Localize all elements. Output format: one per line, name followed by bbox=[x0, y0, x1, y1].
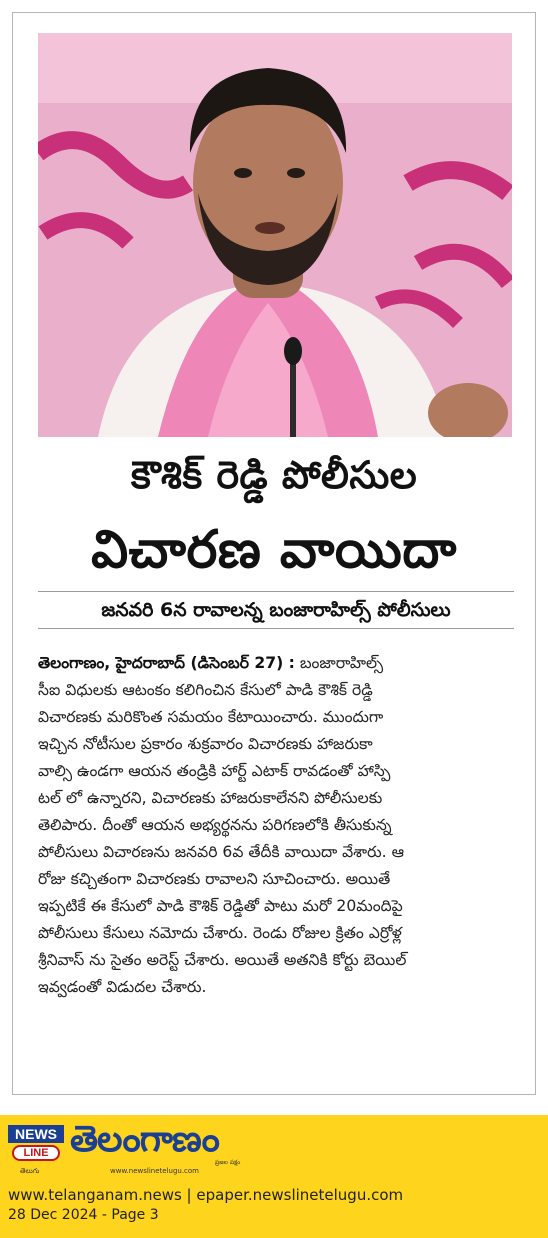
brand-logo-text[interactable]: తెలంగాణం bbox=[70, 1119, 219, 1160]
body-line: ఇప్పటికే ఈ కేసులో పాడి కౌశిక్ రెడ్డితో పాటు మరో 20మందిపై bbox=[38, 897, 403, 915]
body-line: తెలిపారు. దీంతో ఆయన అభ్యర్థనను పరిగణలోకి తీసుకున్న bbox=[38, 816, 392, 834]
newspaper-clipping bbox=[12, 12, 536, 1095]
article-body bbox=[38, 650, 514, 1001]
newsline-logo[interactable] bbox=[8, 1125, 64, 1175]
body-line: పోలీసులు విచారణను జనవరి 6వ తేదీకి వాయిదా వేశారు. ఆ bbox=[38, 843, 405, 861]
body-line: వాల్సి ఉండగా ఆయన తండ్రికి హార్ట్ ఎటాక్ రావడంతో హాస్పి bbox=[38, 762, 391, 780]
subheadline: జనవరి 6న రావాలన్న బంజారాహిల్స్ పోలీసులు bbox=[38, 591, 514, 629]
article-photo bbox=[38, 33, 512, 437]
brand-tagline: ప్రజల పక్షం bbox=[215, 1159, 241, 1166]
body-line: సీఐ విధులకు ఆటంకం కలిగించిన కేసులో పాడి కౌశిక్ రెడ్డి bbox=[38, 681, 373, 699]
body-line: రోజు కచ్చితంగా విచారణకు రావాలని సూచించారు. అయితే bbox=[38, 870, 391, 888]
speaker-photo-illustration bbox=[38, 33, 512, 437]
footer-date-page: 28 Dec 2024 - Page 3 bbox=[8, 1207, 159, 1223]
headline-line-2: విచారణ వాయిదా bbox=[91, 520, 457, 580]
dateline: తెలంగాణం, హైదరాబాద్ (డిసెంబర్ 27) : bbox=[38, 654, 295, 672]
body-line: శ్రీనివాస్ ను సైతం అరెస్ట్ చేశారు. అయితే అతనికి కోర్టు బెయిల్ bbox=[38, 951, 407, 969]
body-line: విచారణకు మరికొంత సమయం కేటాయించారు. ముందుగా bbox=[38, 708, 384, 726]
footer-links[interactable]: www.telanganam.news | epaper.newslinetelugu.com bbox=[8, 1186, 404, 1204]
logo-line-text: LINE bbox=[12, 1145, 60, 1161]
brand-url[interactable]: www.newslinetelugu.com bbox=[110, 1167, 199, 1175]
body-line: ఇచ్చిన నోటీసుల ప్రకారం శుక్రవారం విచారణకు హాజరుకా bbox=[38, 735, 373, 753]
body-line: టల్ లో ఉన్నారని, విచారణకు హాజరుకాలేనని పోలీసులకు bbox=[38, 789, 383, 807]
article-line-1 bbox=[38, 650, 514, 677]
body-line: పోలీసులు కేసులు నమోదు చేశారు. రెండు రోజుల క్రితం ఎర్రోళ్ల bbox=[38, 924, 402, 942]
body-line: ఇవ్వడంతో విడుదల చేశారు. bbox=[38, 978, 207, 996]
headline-line-1: కౌశిక్ రెడ్డి పోలీసుల bbox=[130, 453, 418, 497]
logo-caption: తెలుగు bbox=[20, 1167, 40, 1175]
epaper-footer bbox=[0, 1115, 548, 1238]
body-line: బంజారాహిల్స్ bbox=[294, 654, 384, 672]
logo-news-text: NEWS bbox=[8, 1125, 64, 1143]
